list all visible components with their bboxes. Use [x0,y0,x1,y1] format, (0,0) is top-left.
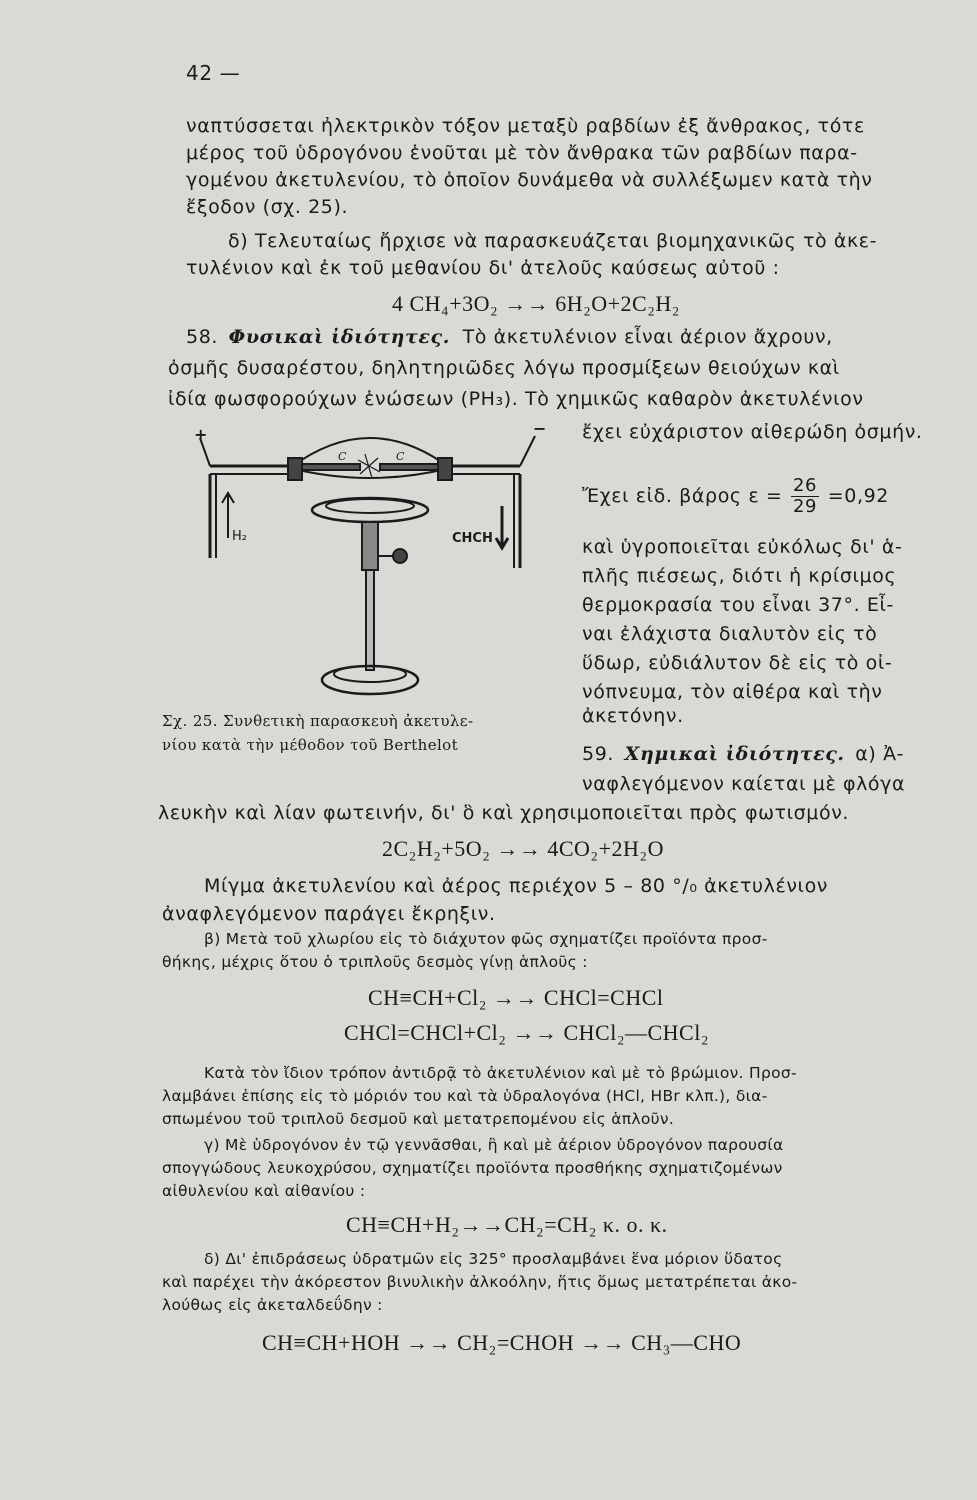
label-minus: − [533,419,547,438]
bromine-line-2: λαμβάνει ἐπίσης εἰς τὸ μόριόν του καὶ τὰ ὑδραλογόνα (HCl, HBr κλπ.), δια- [162,1087,768,1105]
carbon-rod-right [380,464,440,470]
label-c2: C [396,450,405,463]
equation-combustion: 2C₂H₂+5O₂ →→ 4CO₂+2H₂O [382,836,664,861]
specific-weight [582,476,889,517]
equation-chlorine-2: CHCl=CHCl+Cl₂ →→ CHCl₂—CHCl₂ [344,1020,710,1045]
equation-methane: 4 CH₄+3O₂ →→ 6H₂O+2C₂H₂ [392,291,680,316]
clamp-right [438,458,452,480]
equation-hydrogenation: CH≡CH+H₂→→CH₂=CH₂ κ. ο. κ. [346,1212,668,1237]
weight-denominator: 29 [792,496,818,517]
para1-line-3: γομένου ἀκετυλενίου, τὸ ὁποῖον δυνάμεθα νὰ συλλέξωμεν κατὰ τὴν [186,169,873,191]
right-col-line-1: καὶ ὑγροποιεῖται εὐκόλως δι' ἁ- [582,536,903,558]
stand-collar [362,522,378,570]
right-col-line-7: ἀκετόνην. [582,705,684,727]
sec59-title: Χημικαὶ ἰδιότητες. [624,743,845,765]
sec58-title: Φυσικαὶ ἰδιότητες. [228,326,450,348]
beta-line-2: θήκης, μέχρις ὅτου ὁ τριπλοῦς δεσμὸς γίνῃ ἁπλοῦς : [162,953,588,971]
gamma-line-1: γ) Μὲ ὑδρογόνον ἐν τῷ γεννᾶσθαι, ἢ καὶ μὲ ἀέριον ὑδρογόνον παρουσία [204,1136,784,1154]
right-col-line-5: ὕδωρ, εὐδιάλυτον δὲ εἰς τὸ οἰ- [582,652,893,674]
clamp-left [288,458,302,480]
bromine-line-3: σπωμένου τοῦ τριπλοῦ δεσμοῦ καὶ μετατρεπομένου εἰς ἁπλοῦν. [162,1110,675,1128]
weight-numerator: 26 [792,475,818,496]
para2-line-1: δ) Τελευταίως ἤρχισε νὰ παρασκευάζεται βιομηχανικῶς τὸ ἀκε- [228,230,878,252]
weight-prefix: Ἔχει εἰδ. βάρος ε = [582,485,783,507]
label-plus: + [194,425,208,444]
label-c1: C [338,450,347,463]
sec58-first-rest: Τὸ ἀκετυλένιον εἶναι ἀέριον ἄχρουν, [462,326,833,348]
carbon-rod-left [300,464,360,470]
para1-line-2: μέρος τοῦ ὑδρογόνου ἑνοῦται μὲ τὸν ἄνθρακα τῶν ραβδίων παρα- [186,142,858,164]
delta-line-1: δ) Δι' ἐπιδράσεως ὑδρατμῶν εἰς 325° προσλαμβάνει ἕνα μόριον ὕδατος [204,1250,783,1268]
right-col-line-2: πλῆς πιέσεως, διότι ἡ κρίσιμος [582,565,897,587]
para2-line-2: τυλένιον καὶ ἐκ τοῦ μεθανίου δι' ἀτελοῦς καύσεως αὐτοῦ : [186,257,780,279]
gamma-line-3: αἰθυλενίου καὶ αἰθανίου : [162,1182,366,1200]
sec59-number: 59. [582,743,615,765]
stand-rod [366,570,374,670]
right-col-line-4: ναι ἐλάχιστα διαλυτὸν εἰς τὸ [582,623,878,645]
figure-caption-line-2: νίου κατὰ τὴν μέθοδον τοῦ Berthelot [162,736,459,754]
label-chch: CHCH [452,531,493,546]
sec59-first-rest: α) Ἀ- [855,743,905,765]
figure-caption-line-1: Σχ. 25. Συνθετικὴ παρασκευὴ ἀκετυλε- [162,712,474,730]
arc-spark [358,454,380,478]
beta-line-1: β) Μετὰ τοῦ χλωρίου εἰς τὸ διάχυτον φῶς σχηματίζει προϊόντα προσ- [204,930,768,948]
para1-line-1: ναπτύσσεται ἠλεκτρικὸν τόξον μεταξὺ ραβδίων ἐξ ἄνθρακος, τότε [186,115,865,137]
page-number: 42 — [186,61,241,85]
dish [312,498,428,522]
label-h2: H₂ [232,529,247,544]
right-col-line-6: νόπνευμα, τὸν αἰθέρα καὶ τὴν [582,681,883,703]
mix-line-1: Μίγμα ἀκετυλενίου καὶ ἀέρος περιέχον 5 – 80 °/₀ ἀκετυλένιον [204,875,829,897]
weight-result: =0,92 [827,485,889,507]
sec58-line-3: ἰδία φωσφορούχων ἑνώσεων (PH₃). Τὸ χημικῶς καθαρὸν ἀκετυλένιον [168,388,864,410]
sec58-number: 58. [186,326,219,348]
delta-line-3: λούθως εἰς ἀκεταλδεΰδην : [162,1296,383,1314]
sec58-line-2: ὀσμῆς δυσαρέστου, δηλητηριῶδες λόγω προσμίξεων θειούχων καὶ [168,357,840,379]
sec58-line-4: ἔχει εὐχάριστον αἰθερώδη ὀσμήν. [582,421,923,443]
mix-line-2: ἀναφλεγόμενον παράγει ἔκρηξιν. [162,903,496,925]
sec59-line-3: λευκὴν καὶ λίαν φωτεινήν, δι' ὃ καὶ χρησιμοποιεῖται πρὸς φωτισμόν. [158,802,850,824]
delta-line-2: καὶ παρέχει τὴν ἀκόρεστον βινυλικὴν ἀλκοόλην, ἥτις ὅμως μετατρέπεται ἀκο- [162,1273,798,1291]
arrow-down-chch [496,506,508,548]
right-col-line-3: θερμοκρασία του εἶναι 37°. Εἶ- [582,594,894,616]
gamma-line-2: σπογγώδους λευκοχρύσου, σχηματίζει προϊόντα προσθήκης σχηματιζομένων [162,1159,783,1177]
sec59-line-2: ναφλεγόμενον καίεται μὲ φλόγα [582,773,906,795]
lead-minus [520,436,535,466]
para1-line-4: ἔξοδον (σχ. 25). [186,196,349,218]
stand-screw [393,549,407,563]
dish-inner [326,499,414,513]
sec59-first-line [582,741,904,767]
weight-fraction [791,476,819,517]
sec58-first-line [186,324,833,350]
figure-berthelot-apparatus [190,418,550,708]
equation-hydration: CH≡CH+HOH →→ CH₂=CHOH →→ CH₃—CHO [262,1330,742,1355]
equation-chlorine-1: CH≡CH+Cl₂ →→ CHCl=CHCl [368,985,664,1010]
bromine-line-1: Κατὰ τὸν ἴδιον τρόπον ἀντιδρᾷ τὸ ἀκετυλένιον καὶ μὲ τὸ βρώμιον. Προσ- [204,1064,797,1082]
